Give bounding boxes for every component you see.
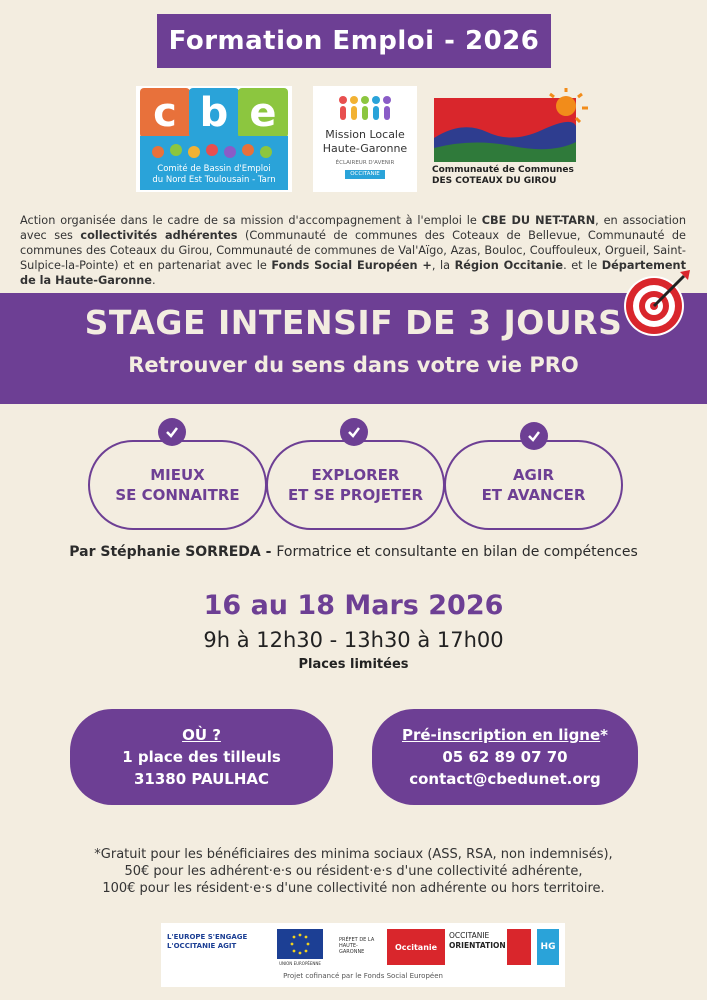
cbe-name-line2: du Nord Est Toulousain - Tarn <box>152 175 276 185</box>
europe-slogan <box>167 933 267 951</box>
check-icon <box>520 422 548 450</box>
eu-label: UNION EUROPÉENNE <box>279 961 321 966</box>
partners-caption: Projet cofinancé par le Fonds Social Européen <box>283 972 443 980</box>
check-icon <box>158 418 186 446</box>
location-card <box>70 709 333 805</box>
banner-subtitle: Retrouver du sens dans votre vie PRO <box>128 353 579 377</box>
pricing-line2: 50€ pour les adhérent·e·s ou résident·e·s d'une collectivité adhérente, <box>124 864 583 879</box>
registration-card <box>372 709 638 805</box>
target-icon <box>618 268 694 340</box>
step-line2: ET AVANCER <box>481 486 586 504</box>
prefet-label: PRÉFET DE LA HAUTE-GARONNE <box>339 937 375 955</box>
location-address2: 31380 PAULHAC <box>133 770 270 788</box>
orientation-line2: ORIENTATION <box>449 941 506 950</box>
registration-phone[interactable]: 05 62 89 07 70 <box>442 748 568 766</box>
partners-strip <box>161 923 565 987</box>
intro-text: , la <box>431 259 455 272</box>
intro-text: (Communauté de communes des Coteaux de Bellevue, Communauté de communes des Coteaux du Girou, Communauté de communes de Val'Aïgo, Azas, Bouloc, Couffouleux, Orgueil, Saint-Sulpice-la-Pointe) et en partenariat avec le <box>20 229 687 272</box>
mission-locale-badge: OCCITANIE <box>345 170 385 179</box>
occitanie-orientation-logo <box>449 931 509 951</box>
cbe-letter-e: e <box>249 90 277 136</box>
step-line2: SE CONNAITRE <box>115 486 240 504</box>
intro-bold: Région Occitanie <box>454 259 564 272</box>
trainer-role: Formatrice et consultante en bilan de compétences <box>276 544 638 560</box>
pricing-line3: 100€ pour les résident·e·s d'une collectivité non adhérente ou hors territoire. <box>102 881 605 896</box>
europe-slogan-line2: L'OCCITANIE AGIT <box>167 942 237 950</box>
step-line2: ET SE PROJETER <box>287 486 424 504</box>
mission-locale-tagline: ÉCLAIREUR D'AVENIR <box>335 160 395 166</box>
europe-slogan-line1: L'EUROPE S'ENGAGE <box>167 933 248 941</box>
coteaux-line1: Communauté de Communes <box>432 165 574 175</box>
trainer-name: Par Stéphanie SORREDA - <box>69 544 277 560</box>
intro-text: , en association avec ses <box>20 214 687 242</box>
registration-link[interactable]: Pré-inscription en ligne <box>401 726 601 744</box>
mission-locale-logo <box>313 86 417 192</box>
intro-text: Action organisée dans le cadre de sa mission d'accompagnement à l'emploi le <box>20 214 482 227</box>
stage-banner <box>0 293 707 404</box>
orientation-line1: OCCITANIE <box>449 931 490 940</box>
session-hours: 9h à 12h30 - 13h30 à 17h00 <box>203 628 504 652</box>
step-line1: EXPLORER <box>311 466 400 484</box>
coteaux-line2: DES COTEAUX DU GIROU <box>432 176 557 186</box>
intro-bold: Fonds Social Européen + <box>271 259 432 272</box>
intro-text: . et le <box>563 259 602 272</box>
check-icon <box>340 418 368 446</box>
step-agir-avancer <box>444 440 623 530</box>
pricing-note <box>0 846 707 897</box>
cbe-letter-c: c <box>153 90 177 136</box>
cbe-letter-b: b <box>199 90 229 136</box>
intro-text: . <box>151 274 156 287</box>
mission-locale-people-icon <box>337 94 393 122</box>
location-address1: 1 place des tilleuls <box>122 748 281 766</box>
pricing-line1: *Gratuit pour les bénéficiaires des minima sociaux (ASS, RSA, non indemnisés), <box>94 847 613 862</box>
eu-flag-icon <box>277 929 323 959</box>
registration-email[interactable]: contact@cbedunet.org <box>409 770 601 788</box>
step-mieux-se-connaitre <box>88 440 267 530</box>
cbe-name-line1: Comité de Bassin d'Emploi <box>157 164 271 174</box>
step-line1: AGIR <box>512 466 555 484</box>
page-title: Formation Emploi - 2026 <box>157 14 551 68</box>
trainer-byline <box>0 544 707 560</box>
intro-bold: Département de la Haute-Garonne <box>20 259 686 287</box>
session-dates: 16 au 18 Mars 2026 <box>203 590 504 621</box>
coteaux-girou-logo <box>432 86 592 192</box>
places-limited: Places limitées <box>298 657 409 672</box>
department-badge-icon <box>507 929 531 965</box>
haute-garonne-logo: HG <box>537 929 559 965</box>
banner-title: STAGE INTENSIF DE 3 JOURS <box>84 303 623 342</box>
cbe-logo <box>136 86 292 192</box>
region-occitanie-logo: Occitanie <box>387 929 445 965</box>
registration-asterisk: * <box>600 726 609 744</box>
mission-locale-line2: Haute-Garonne <box>322 142 408 155</box>
intro-bold: CBE DU NET-TARN <box>481 214 596 227</box>
intro-bold: collectivités adhérentes <box>80 229 238 242</box>
location-heading: OÙ ? <box>182 726 221 744</box>
coteaux-landscape-icon <box>432 86 592 166</box>
mission-locale-line1: Mission Locale <box>325 128 405 141</box>
step-line1: MIEUX <box>150 466 205 484</box>
intro-paragraph <box>20 213 686 288</box>
step-explorer-se-projeter <box>266 440 445 530</box>
